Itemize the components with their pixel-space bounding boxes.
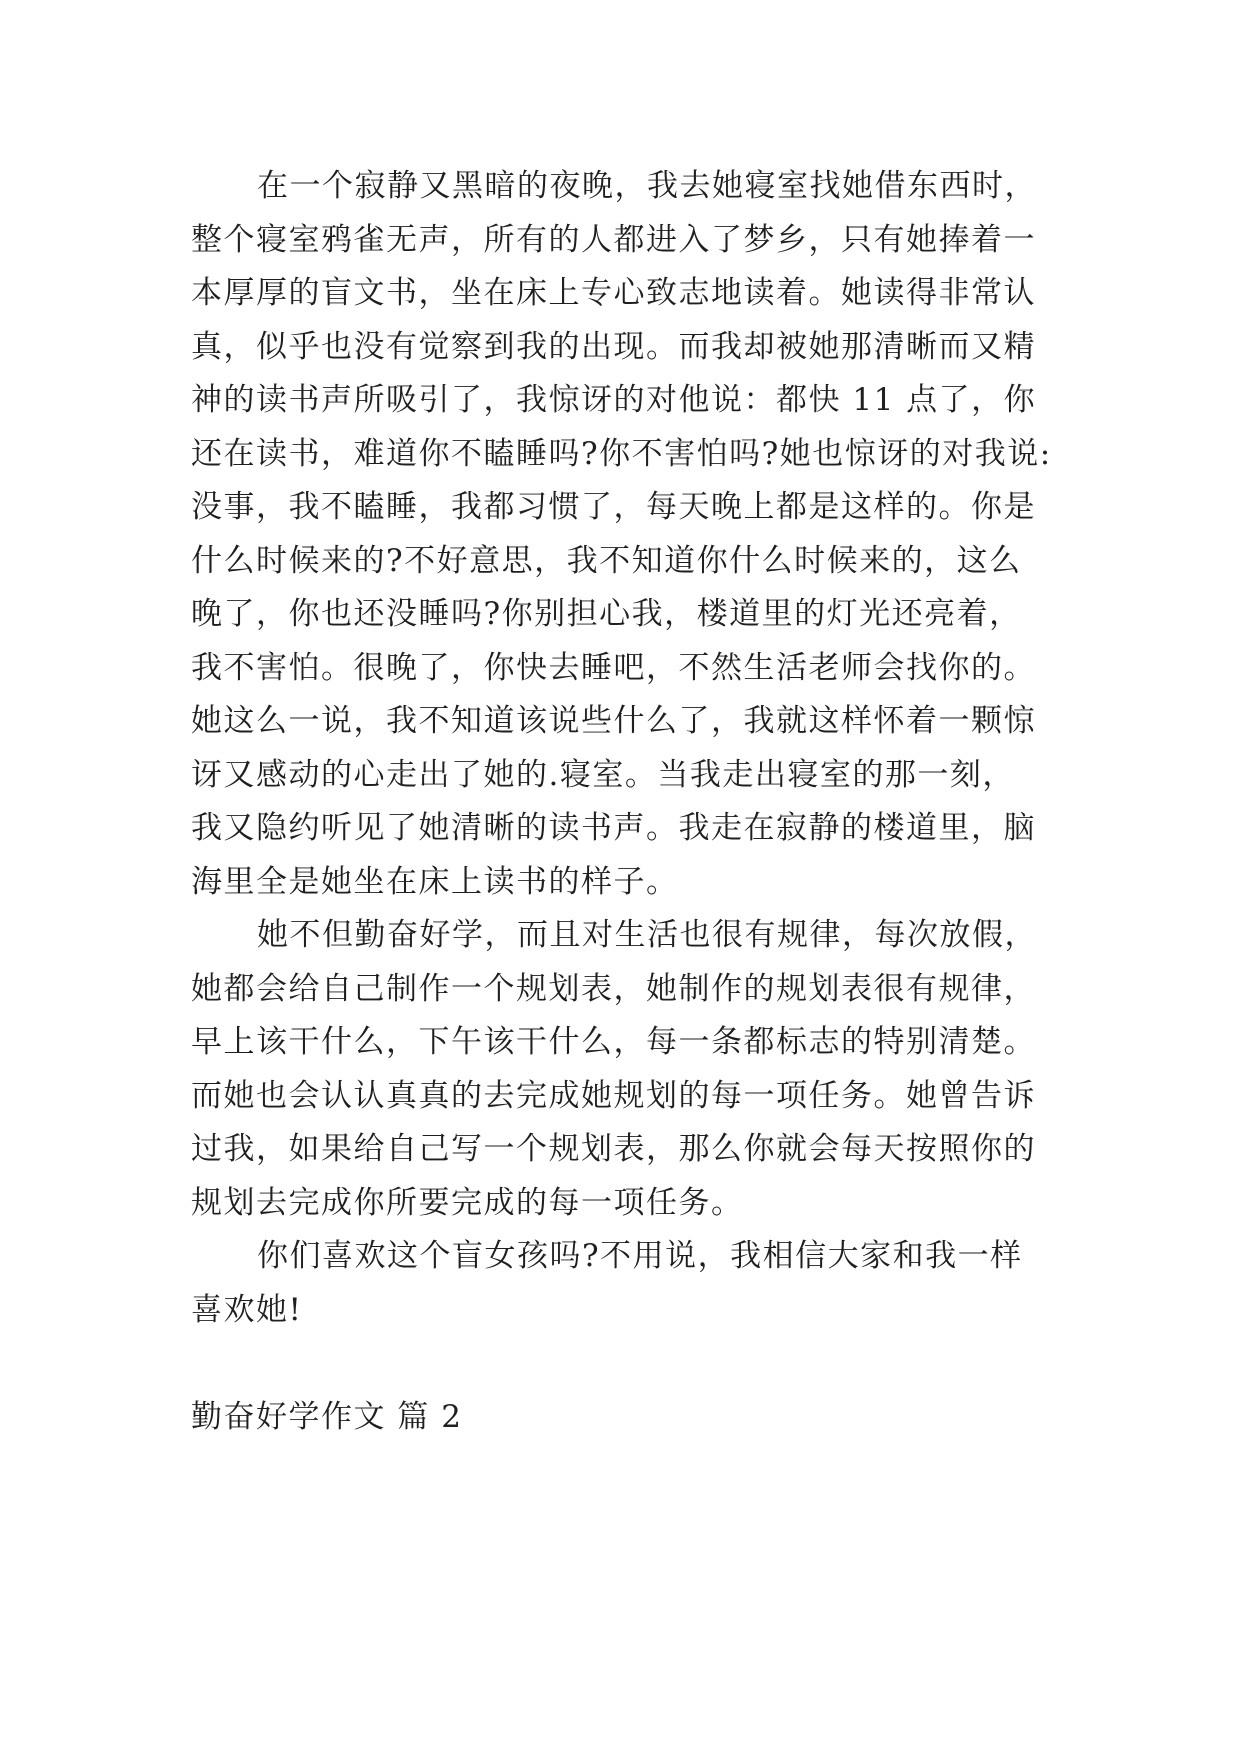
paragraph-line: 我又隐约听见了她清晰的读书声。我走在寂静的楼道里，脑 — [191, 810, 1036, 846]
paragraph-line: 她不但勤奋好学，而且对生活也很有规律，每次放假， — [257, 917, 1037, 953]
paragraph-line: 本厚厚的盲文书，坐在床上专心致志地读着。她读得非常认 — [191, 275, 1036, 311]
section-heading: 勤奋好学作文 篇 2 — [191, 1399, 463, 1435]
paragraph-line: 她都会给自己制作一个规划表，她制作的规划表很有规律， — [191, 970, 1036, 1007]
paragraph-line: 早上该干什么，下午该干什么，每一条都标志的特别清楚。 — [191, 1024, 1036, 1060]
paragraph-2 — [191, 909, 1061, 1230]
paragraph-line: 过我，如果给自己写一个规划表，那么你就会每天按照你的 — [191, 1131, 1036, 1167]
paragraph-line: 规划去完成你所要完成的每一项任务。 — [191, 1184, 744, 1221]
paragraph-line: 真，似乎也没有觉察到我的出现。而我却被她那清晰而又精 — [191, 328, 1036, 365]
paragraph-1 — [191, 160, 1061, 909]
paragraph-line: 没事，我不瞌睡，我都习惯了，每天晚上都是这样的。你是 — [191, 489, 1036, 525]
paragraph-line: 喜欢她! — [191, 1291, 303, 1328]
paragraph-line: 海里全是她坐在床上读书的样子。 — [191, 863, 679, 900]
paragraph-line: 我不害怕。很晚了，你快去睡吧，不然生活老师会找你的。 — [191, 649, 1036, 686]
paragraph-line: 什么时候来的?不好意思，我不知道你什么时候来的，这么 — [191, 542, 1022, 579]
paragraph-3 — [191, 1230, 1061, 1337]
paragraph-line: 讶又感动的心走出了她的.寝室。当我走出寝室的那一刻， — [191, 756, 1015, 793]
paragraph-line: 而她也会认认真真的去完成她规划的每一项任务。她曾告诉 — [191, 1077, 1036, 1114]
document-body — [191, 160, 1061, 1445]
paragraph-line: 在一个寂静又黑暗的夜晚，我去她寝室找她借东西时， — [257, 168, 1037, 204]
paragraph-line: 晚了，你也还没睡吗?你别担心我，楼道里的灯光还亮着， — [191, 596, 1022, 632]
paragraph-line: 神的读书声所吸引了，我惊讶的对他说：都快 11 点了，你 — [191, 382, 1037, 418]
section-spacer — [191, 1337, 1061, 1387]
paragraph-line: 还在读书，难道你不瞌睡吗?你不害怕吗?她也惊讶的对我说: — [191, 435, 1052, 472]
paragraph-line: 整个寝室鸦雀无声，所有的人都进入了梦乡，只有她捧着一 — [191, 221, 1036, 258]
paragraph-line: 她这么一说，我不知道该说些什么了，我就这样怀着一颗惊 — [191, 703, 1036, 739]
paragraph-line: 你们喜欢这个盲女孩吗?不用说，我相信大家和我一样 — [257, 1238, 1023, 1274]
